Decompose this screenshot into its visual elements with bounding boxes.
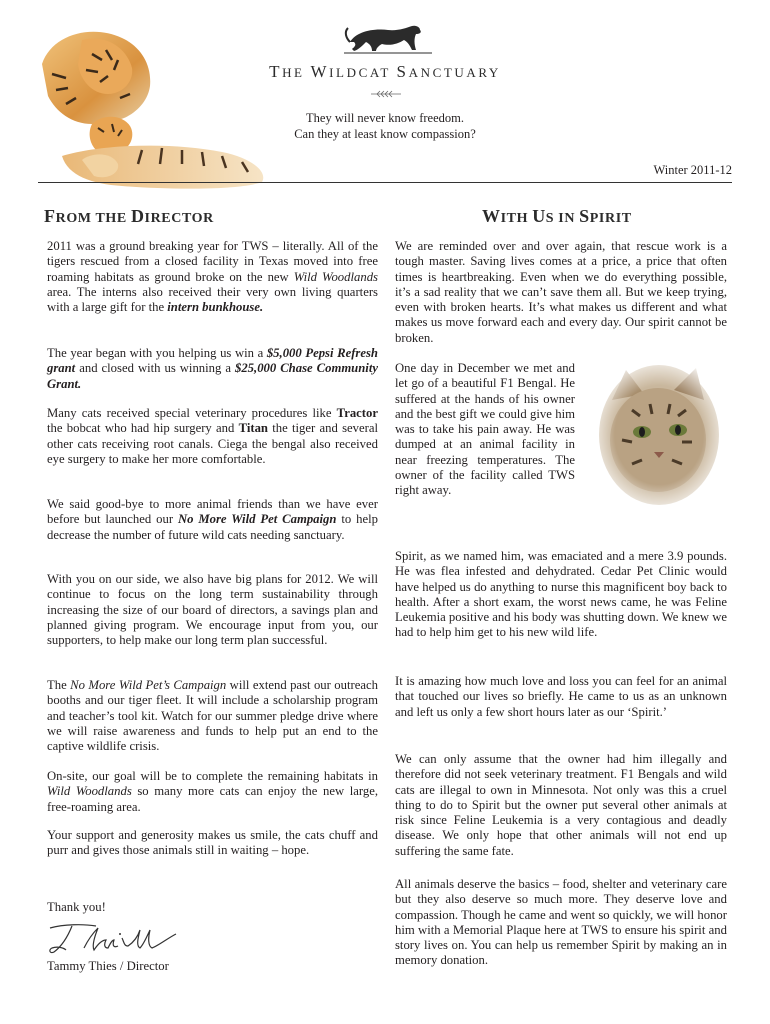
director-paragraph-1: 2011 was a ground breaking year for TWS – literally. All of the tigers rescued from a closed facility in Texas moved into free roaming habitats as ground broke on the new Wild Woodlands area. The interns also received their very own living quarters with a large gift for the intern bunkhouse. [47, 239, 378, 315]
spirit-paragraph-6: All animals deserve the basics – food, shelter and veterinary care but they also deserve so much more. They deserve love and compassion. Though he came and went so quickly, we will honor him with a Memorial Plaque here at TWS to ensure his spirit and story lives on. You can help us remember Spirit by making an in memory donation. [395, 877, 727, 968]
spirit-heading: WITH US IN SPIRIT [482, 206, 632, 226]
tiger-illustration [22, 24, 272, 194]
org-name: THE WILDCAT SANCTUARY [269, 62, 501, 81]
ornament-icon [369, 88, 403, 100]
spirit-paragraph-3: Spirit, as we named him, was emaciated and a mere 3.9 pounds. He was flea infested and dehydrated. Cedar Pet Clinic would have helped us do anything to nurse this magnificent boy back to health. After a short exam, the worst news came, he was Feline Leukemia positive and his body was shutting down. We knew we had to help him get to his new wild life. [395, 549, 727, 640]
spirit-paragraph-4: It is amazing how much love and loss you can feel for an animal that touched our lives so briefly. He came to us as an unknown and left us only a few short hours later as our ‘Spirit.’ [395, 674, 727, 719]
director-paragraph-7: On-site, our goal will be to complete the remaining habitats in Wild Woodlands so many more cats can enjoy the new large, free-roaming area. [47, 769, 378, 814]
tagline-line-1: They will never know freedom. [306, 111, 464, 125]
thanks-line: Thank you! [47, 900, 106, 914]
spirit-paragraph-1: We are reminded over and over again, that rescue work is a tough master. Saving lives comes at a price, a price that often times is heartbreaking. Even when we do everything possible, it’s a sad reality that we can’t save them all. But we keep trying, even with broken hearts. It’s what makes us different and what makes us move forward each and every day. Our spirit cannot be broken. [395, 239, 727, 345]
director-heading: FROM THE DIRECTOR [44, 206, 214, 226]
bengal-cat-photo [592, 360, 726, 510]
panther-logo-icon [342, 18, 434, 56]
director-paragraph-2: The year began with you helping us win a $5,000 Pepsi Refresh grant and closed with us winning a $25,000 Chase Community Grant. [47, 346, 378, 391]
director-paragraph-6: The No More Wild Pet’s Campaign will extend past our outreach booths and our tiger fleet. It will include a scholarship program and teacher’s tool kit. Watch for our summer pledge drive where we will raise awareness and funds to help put an end to the captive wildlife crisis. [47, 678, 378, 754]
director-paragraph-8: Your support and generosity makes us smile, the cats chuff and purr and gives those animals still in waiting – hope. [47, 828, 378, 858]
tagline-line-2: Can they at least know compassion? [294, 127, 476, 141]
signature-image [44, 918, 184, 958]
header-divider [38, 182, 732, 183]
issue-date: Winter 2011-12 [653, 163, 732, 177]
director-paragraph-5: With you on our side, we also have big plans for 2012. We will continue to focus on the long term sustainability through increasing the size of our board of directors, a savings plan and planned giving program. We encourage input from you, our supporters, to help make our long term plan successful. [47, 572, 378, 648]
director-paragraph-4: We said good-bye to more animal friends than we have ever before but launched our No More Wild Pet Campaign to help decrease the number of future wild cats needing sanctuary. [47, 497, 378, 542]
director-signoff: Tammy Thies / Director [47, 959, 169, 973]
director-paragraph-3: Many cats received special veterinary procedures like Tractor the bobcat who had hip surgery and Titan the tiger and several other cats receiving root canals. Ciega the bengal also received eye surgery to make her more comfortable. [47, 406, 378, 466]
spirit-paragraph-5: We can only assume that the owner had him illegally and therefore did not seek veterinary treatment. F1 Bengals and wild cats are illegal to own in Minnesota. Not only was this a cruel thing to do to Spirit but the owner put several other animals at risk since Feline Leukemia is a very contagious and deadly disease. We only hope that other animals will not end up suffering the same fate. [395, 752, 727, 858]
spirit-paragraph-2: One day in December we met and let go of a beautiful F1 Bengal. He suffered at the hands of his owner and the best gift we could give him was to take his pain away. He was dumped at an animal facility in near freezing temperatures. The owner of the facility called TWS right away. [395, 361, 575, 498]
tagline [200, 110, 570, 142]
